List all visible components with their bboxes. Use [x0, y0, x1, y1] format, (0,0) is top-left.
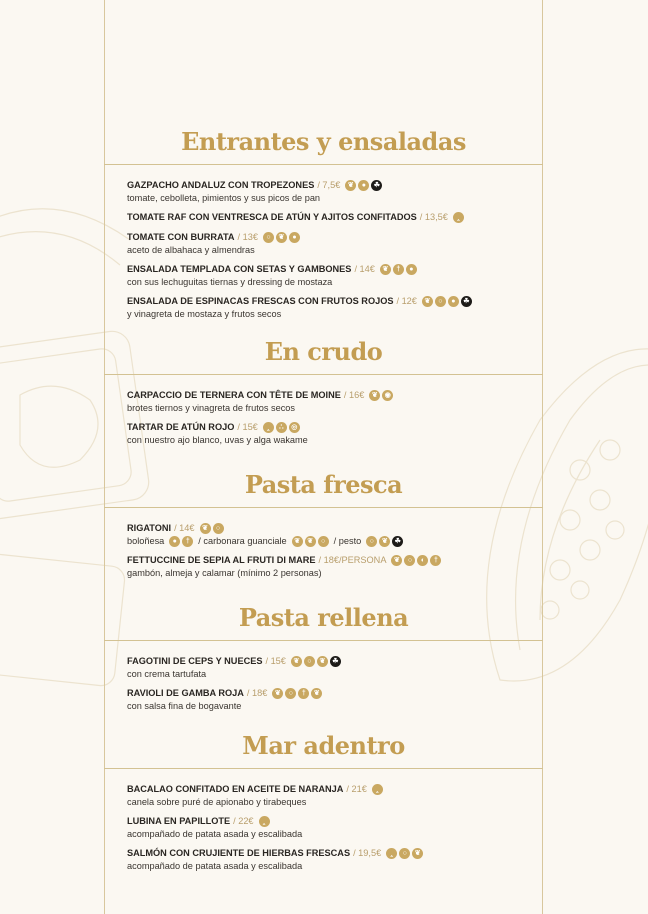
milk-icon: ●	[406, 264, 417, 275]
egg-icon: ○	[435, 296, 446, 307]
menu-item	[127, 814, 543, 840]
dish-name: SALMÓN CON CRUJIENTE DE HIERBAS FRESCAS	[127, 848, 351, 858]
egg-icon: ○	[263, 232, 274, 243]
fish-icon: ‸	[372, 784, 383, 795]
dish-price: / 18€	[246, 688, 268, 698]
section-title: Pasta rellena	[238, 603, 409, 632]
egg-icon: ○	[404, 555, 415, 566]
gluten-icon: ❦	[291, 656, 302, 667]
dish-variant: / pesto	[333, 536, 362, 546]
gluten-icon: ❦	[292, 536, 303, 547]
section-title: Entrantes y ensaladas	[181, 127, 466, 156]
vegan-icon: ☘	[392, 536, 403, 547]
shellfish-icon: †	[430, 555, 441, 566]
egg-icon: ○	[366, 536, 377, 547]
allergen-icons	[422, 296, 472, 307]
menu-item	[127, 210, 543, 224]
dish-price: / 13€	[237, 232, 258, 242]
allergen-icons	[263, 232, 300, 243]
menu-item	[127, 521, 543, 547]
menu-section	[104, 470, 543, 585]
gluten-icon: ❦	[317, 656, 328, 667]
gluten-icon: ❦	[391, 555, 402, 566]
mustard-icon: ◎	[289, 422, 300, 433]
dish-price: / 15€	[237, 422, 258, 432]
menu-item	[127, 294, 543, 320]
dish-price: / 7,5€	[317, 180, 341, 190]
dish-description: brotes tiernos y vinagreta de frutos secos	[127, 403, 296, 413]
allergen-icons	[386, 848, 423, 859]
egg-icon: ○	[213, 523, 224, 534]
milk-icon: ●	[289, 232, 300, 243]
gluten-icon: ❦	[380, 264, 391, 275]
gluten-icon: ❦	[311, 688, 322, 699]
dish-name: FETTUCCINE DE SEPIA AL FRUTI DI MARE	[127, 555, 316, 565]
menu-item	[127, 553, 543, 579]
menu-item	[127, 420, 543, 446]
menu-section	[104, 603, 543, 718]
fish-icon: ‸	[263, 422, 274, 433]
allergen-icons	[369, 390, 393, 401]
gluten-icon: ❦	[379, 536, 390, 547]
gluten-icon: ❦	[412, 848, 423, 859]
gluten-icon: ❦	[272, 688, 283, 699]
menu-section	[104, 731, 543, 878]
vegan-icon: ☘	[371, 180, 382, 191]
allergen-icons	[372, 784, 383, 795]
menu-section	[104, 337, 543, 452]
dish-name: TARTAR DE ATÚN ROJO	[127, 422, 235, 432]
egg-icon: ○	[318, 536, 329, 547]
shellfish-icon: †	[393, 264, 404, 275]
dish-name: TOMATE RAF CON VENTRESCA DE ATÚN Y AJITOS CONFITADOS	[127, 212, 417, 222]
menu-item	[127, 846, 543, 872]
allergen-icons	[272, 688, 322, 699]
milk-icon: ●	[169, 536, 180, 547]
allergen-icons	[291, 656, 341, 667]
dish-price: / 12€	[396, 296, 417, 306]
allergen-icons	[292, 536, 329, 547]
dish-name: CARPACCIO DE TERNERA CON TÊTE DE MOINE	[127, 390, 341, 400]
allergen-icons	[259, 816, 270, 827]
gluten-icon: ❦	[305, 536, 316, 547]
dish-price: / 18€/PERSONA	[318, 555, 387, 565]
allergen-icons	[263, 422, 300, 433]
allergen-icons	[169, 536, 193, 547]
dish-name: RIGATONI	[127, 523, 172, 533]
milk-icon: ●	[448, 296, 459, 307]
dish-name: ENSALADA DE ESPINACAS FRESCAS CON FRUTOS ROJOS	[127, 296, 394, 306]
menu-item	[127, 262, 543, 288]
dish-description: y vinagreta de mostaza y frutos secos	[127, 309, 282, 319]
allergen-icons	[391, 555, 441, 566]
menu-item	[127, 782, 543, 808]
fish-icon: ‸	[259, 816, 270, 827]
dish-description: acompañado de patata asada y escalibada	[127, 861, 303, 871]
section-title: Pasta fresca	[244, 470, 403, 499]
dish-name: LUBINA EN PAPILLOTE	[127, 816, 231, 826]
gluten-icon: ❦	[422, 296, 433, 307]
gluten-icon: ❦	[200, 523, 211, 534]
vegan-icon: ☘	[461, 296, 472, 307]
dish-description: con sus lechuguitas tiernas y dressing de mostaza	[127, 277, 333, 287]
egg-icon: ○	[304, 656, 315, 667]
dish-price: / 14€	[174, 523, 195, 533]
dish-price: / 14€	[354, 264, 375, 274]
menu-item	[127, 654, 543, 680]
dish-description: tomate, cebolleta, pimientos y sus picos de pan	[127, 193, 321, 203]
mollusc-icon: ◐	[417, 555, 428, 566]
dish-variant: / carbonara guanciale	[198, 536, 287, 546]
sesame-icon: ∴	[276, 422, 287, 433]
section-title: En crudo	[264, 337, 383, 366]
dish-name: GAZPACHO ANDALUZ CON TROPEZONES	[127, 180, 315, 190]
shellfish-icon: †	[298, 688, 309, 699]
allergen-icons	[453, 212, 464, 223]
dish-description: aceto de albahaca y almendras	[127, 245, 255, 255]
dish-price: / 13,5€	[419, 212, 448, 222]
egg-icon: ○	[399, 848, 410, 859]
menu-item	[127, 686, 543, 712]
allergen-icons	[380, 264, 417, 275]
dish-description: acompañado de patata asada y escalibada	[127, 829, 303, 839]
allergen-icons	[200, 523, 224, 534]
dish-description: canela sobre puré de apionabo y tirabeques	[127, 797, 307, 807]
shellfish-icon: †	[182, 536, 193, 547]
allergen-icons	[345, 180, 382, 191]
dish-description: con nuestro ajo blanco, uvas y alga wakame	[127, 435, 308, 445]
dish-price: / 22€	[233, 816, 254, 826]
fish-icon: ‸	[386, 848, 397, 859]
dish-name: FAGOTINI DE CEPS Y NUECES	[127, 656, 263, 666]
gluten-icon: ❦	[369, 390, 380, 401]
menu-item	[127, 178, 543, 204]
dish-description: con salsa fina de bogavante	[127, 701, 242, 711]
dish-price: / 19,5€	[353, 848, 382, 858]
section-title: Mar adentro	[242, 731, 405, 760]
gluten-icon: ❦	[345, 180, 356, 191]
dish-name: TOMATE CON BURRATA	[127, 232, 235, 242]
gluten-icon: ❦	[276, 232, 287, 243]
nuts-icon: ◉	[382, 390, 393, 401]
dish-description: gambón, almeja y calamar (mínimo 2 personas)	[127, 568, 322, 578]
menu-item	[127, 388, 543, 414]
menu-item	[127, 230, 543, 256]
dish-description: con crema tartufata	[127, 669, 207, 679]
allergen-icons	[366, 536, 403, 547]
menu-section	[104, 127, 543, 326]
dish-price: / 21€	[346, 784, 367, 794]
fish-icon: ‸	[453, 212, 464, 223]
dish-description: boloñesa	[127, 536, 165, 546]
vegan-icon: ☘	[330, 656, 341, 667]
dish-name: RAVIOLI DE GAMBA ROJA	[127, 688, 244, 698]
milk-icon: ●	[358, 180, 369, 191]
dish-price: / 15€	[265, 656, 286, 666]
dish-name: BACALAO CONFITADO EN ACEITE DE NARANJA	[127, 784, 344, 794]
dish-price: / 16€	[343, 390, 365, 400]
egg-icon: ○	[285, 688, 296, 699]
dish-name: ENSALADA TEMPLADA CON SETAS Y GAMBONES	[127, 264, 352, 274]
